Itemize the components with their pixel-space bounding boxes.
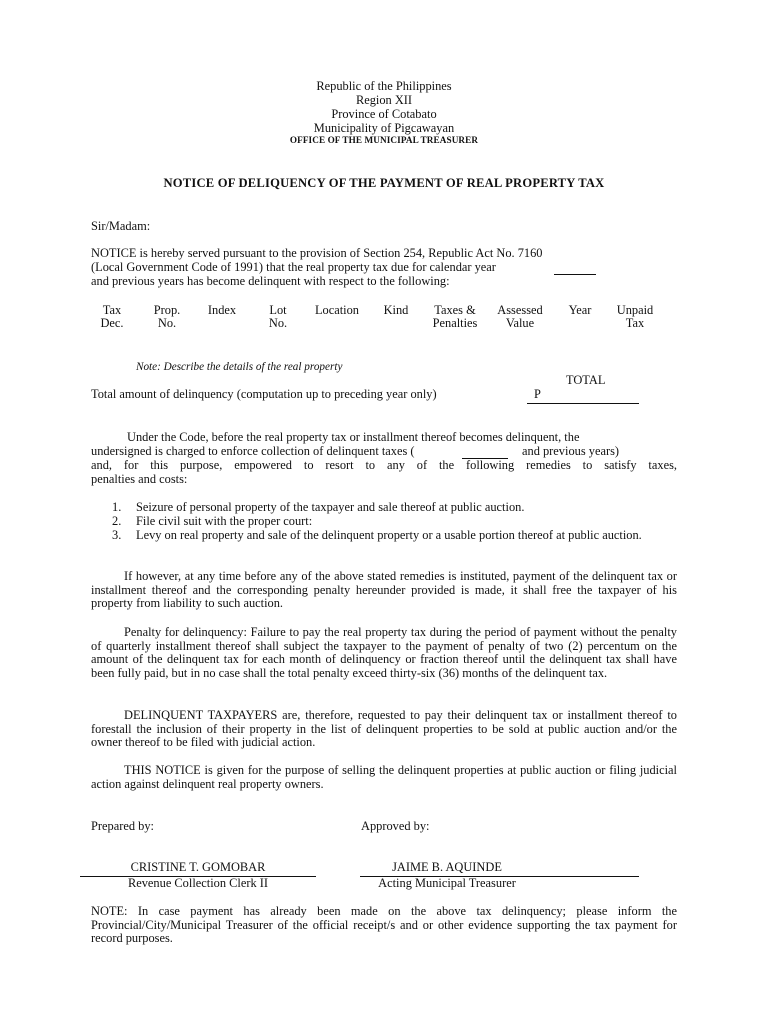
header-municipality: Municipality of Pigcawayan (313, 121, 455, 135)
document-title: NOTICE OF DELIQUENCY OF THE PAYMENT OF REAL PROPERTY TAX (163, 176, 605, 190)
approved-title: Acting Municipal Treasurer (378, 876, 516, 890)
paragraph-penalty: Penalty for delinquency: Failure to pay the real property tax during the period of payment without the penalty of quarterly installment thereof shall subject the taxpayer to the payment of penalty of two (2) percentum on the amount of the delinquent tax for each month of delinquency or fraction thereof until the delinquent tax shall have been fully paid, but in no case shall the total penalty exceed thirty-six (36) months of the delinquent tax. (91, 625, 677, 680)
remedy-number: 2. (112, 514, 122, 528)
year-blank[interactable] (462, 444, 508, 459)
column-header-lot-no (258, 304, 298, 331)
column-header-line: Unpaid (616, 303, 654, 317)
calendar-year-blank[interactable] (554, 260, 596, 275)
header-republic: Republic of the Philippines (316, 79, 452, 93)
total-label: TOTAL (566, 373, 606, 387)
prepared-title: Revenue Collection Clerk II (127, 876, 269, 890)
column-header-index (199, 304, 245, 317)
remedy-text: Seizure of personal property of the taxpayer and sale thereof at public auction. (136, 500, 525, 514)
column-header-line: Assessed (497, 303, 543, 317)
column-header-line: Value (505, 316, 535, 331)
remedy-text: File civil suit with the proper court: (136, 514, 313, 528)
notice-line-1: NOTICE is hereby served pursuant to the provision of Section 254, Republic Act No. 7160 (91, 246, 543, 260)
remedy-item (112, 501, 662, 515)
column-header-line: Tax (102, 303, 122, 317)
column-header-line: No. (268, 316, 288, 331)
notice-line-3: and previous years has become delinquent with respect to the following: (91, 274, 450, 288)
column-header-line: Penalties (432, 316, 478, 331)
salutation: Sir/Madam: (91, 219, 151, 233)
column-header-line: Location (314, 303, 360, 317)
column-header-line: Taxes & (434, 303, 476, 317)
code-para-line-1: Under the Code, before the real property tax or installment thereof becomes delinquent, the (127, 430, 580, 444)
remedy-item (112, 529, 662, 543)
column-header-line: Tax (625, 316, 645, 331)
header-province: Province of Cotabato (331, 107, 437, 121)
remedy-text: Levy on real property and sale of the delinquent property or a usable portion thereof at public auction. (136, 528, 642, 542)
column-header-line: No. (157, 316, 177, 331)
column-header-prop-no (145, 304, 189, 331)
column-header-year (560, 304, 600, 317)
column-header-tax-dec (92, 304, 132, 331)
paragraph-this-notice: THIS NOTICE is given for the purpose of selling the delinquent properties at public auction or filing judicial action against delinquent real property owners. (91, 763, 677, 791)
footer-note: NOTE: In case payment has already been made on the above tax delinquency; please inform the Provincial/City/Municipal Treasurer of the official receipt/s and or other evidence supporting the tax payment for record purposes. (91, 904, 677, 946)
notice-line-2: (Local Government Code of 1991) that the real property tax due for calendar year (91, 260, 496, 274)
column-header-unpaid-tax (608, 304, 662, 331)
column-header-location (308, 304, 366, 317)
prepared-name: CRISTINE T. GOMOBAR (130, 860, 266, 874)
column-header-line: Kind (383, 303, 409, 317)
column-header-taxes-penalties (425, 304, 485, 331)
code-para-line-2-end: and previous years) (522, 444, 620, 458)
column-header-kind (378, 304, 414, 317)
header-region: Region XII (355, 93, 413, 107)
currency-symbol: P (534, 387, 541, 401)
remedy-number: 1. (112, 500, 122, 514)
remedy-item (112, 515, 662, 529)
column-header-line: Year (568, 303, 592, 317)
approved-by-label: Approved by: (361, 819, 430, 833)
remedy-number: 3. (112, 528, 122, 542)
code-para-line-3: and, for this purpose, empowered to resort to any of the following remedies to satisfy taxes, (91, 458, 677, 472)
code-para-line-2-start: undersigned is charged to enforce collection of delinquent taxes ( (91, 444, 415, 458)
column-header-line: Index (207, 303, 237, 317)
column-header-line: Dec. (100, 316, 124, 331)
total-amount-field[interactable] (527, 389, 639, 404)
header-office: OFFICE OF THE MUNICIPAL TREASURER (289, 135, 479, 145)
delinquency-label: Total amount of delinquency (computation up to preceding year only) (91, 387, 437, 401)
property-details-note: Note: Describe the details of the real property (136, 361, 343, 373)
paragraph-delinquent-taxpayers: DELINQUENT TAXPAYERS are, therefore, requested to pay their delinquent tax or installment thereof to forestall the inclusion of their property in the list of delinquent properties to be sold at public auction and/or the owner thereof to be filed with judicial action. (91, 708, 677, 750)
column-header-assessed-value (490, 304, 550, 331)
code-para-line-4: penalties and costs: (91, 472, 188, 486)
column-header-line: Lot (269, 303, 287, 317)
approved-name: JAIME B. AQUINDE (392, 860, 502, 874)
column-header-line: Prop. (153, 303, 181, 317)
prepared-by-label: Prepared by: (91, 819, 154, 833)
paragraph-however: If however, at any time before any of the above stated remedies is instituted, payment of the delinquent tax or installment thereof and the corresponding penalty hereunder provided is made, it shall free the taxpayer of his property from liability to such auction. (91, 569, 677, 611)
